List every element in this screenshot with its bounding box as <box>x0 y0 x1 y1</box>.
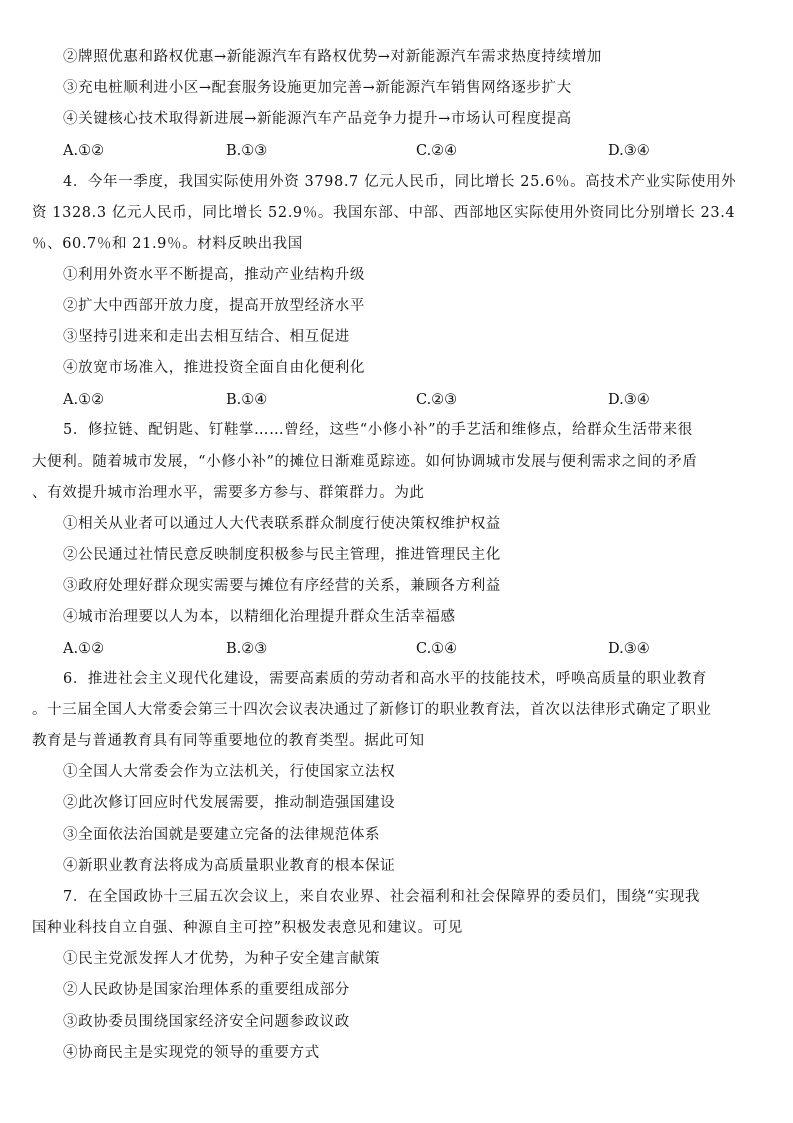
q5-item-4: ④城市治理要以人为本，以精细化治理提升群众生活幸福感 <box>63 609 456 625</box>
q6-stem-line-3: 教育是与普通教育具有同等重要地位的教育类型。据此可知 <box>32 733 425 749</box>
q5-option-a[interactable]: A.①② <box>63 641 105 657</box>
q6-item-3: ③全面依法治国就是要建立完备的法律规范体系 <box>63 827 381 843</box>
q4-item-2: ②扩大中西部开放力度，提高开放型经济水平 <box>63 298 365 314</box>
q4-option-b[interactable]: B.①④ <box>226 392 268 408</box>
q4-item-4: ④放宽市场准入，推进投资全面自由化便利化 <box>63 360 365 376</box>
q3-item-3: ③充电桩顺利进小区→配套服务设施更加完善→新能源汽车销售网络逐步扩大 <box>63 80 572 96</box>
q7-item-1: ①民主党派发挥人才优势，为种子安全建言献策 <box>63 951 381 967</box>
q5-stem-line-3: 、有效提升城市治理水平，需要多方参与、群策群力。为此 <box>32 485 425 501</box>
q5-item-2: ②公民通过社情民意反映制度积极参与民主管理，推进管理民主化 <box>63 547 501 563</box>
q3-option-d[interactable]: D.③④ <box>608 143 650 159</box>
q3-option-a[interactable]: A.①② <box>63 143 105 159</box>
q7-item-4: ④协商民主是实现党的领导的重要方式 <box>63 1045 320 1061</box>
q7-stem-line-2: 国种业科技自立自强、种源自主可控”积极发表意见和建议。可见 <box>32 920 463 936</box>
q4-stem-line-2: 资 1328.3 亿元人民币，同比增长 52.9％。我国东部、中部、西部地区实际使用外资同比分别增长 23.4 <box>32 205 736 221</box>
q4-item-1: ①利用外资水平不断提高，推动产业结构升级 <box>63 267 365 283</box>
q4-option-a[interactable]: A.①② <box>63 392 105 408</box>
q6-item-4: ④新职业教育法将成为高质量职业教育的根本保证 <box>63 858 396 874</box>
q4-stem-line-1: 4．今年一季度，我国实际使用外资 3798.7 亿元人民币，同比增长 25.6％。高技术产业实际使用外 <box>63 174 737 190</box>
q4-option-c[interactable]: C.②③ <box>416 392 458 408</box>
q3-item-2: ②牌照优惠和路权优惠→新能源汽车有路权优势→对新能源汽车需求热度持续增加 <box>63 49 602 65</box>
q5-options <box>63 639 743 659</box>
q5-item-3: ③政府处理好群众现实需要与摊位有序经营的关系，兼顾各方利益 <box>63 578 501 594</box>
q4-item-3: ③坚持引进来和走出去相互结合、相互促进 <box>63 329 350 345</box>
q7-item-2: ②人民政协是国家治理体系的重要组成部分 <box>63 982 350 998</box>
q6-item-1: ①全国人大常委会作为立法机关，行使国家立法权 <box>63 764 396 780</box>
q6-stem-line-1: 6．推进社会主义现代化建设，需要高素质的劳动者和高水平的技能技术，呼唤高质量的职业教育 <box>63 671 708 687</box>
q5-stem-line-2: 大便利。随着城市发展，“小修小补”的摊位日渐难觅踪迹。如何协调城市发展与便利需求之间的矛盾 <box>32 454 698 470</box>
q5-option-c[interactable]: C.①④ <box>416 641 458 657</box>
q4-option-d[interactable]: D.③④ <box>608 392 650 408</box>
q4-options <box>63 390 743 410</box>
q7-stem-line-1: 7．在全国政协十三届五次会议上，来自农业界、社会福利和社会保障界的委员们，围绕“实现我 <box>63 889 700 905</box>
q3-item-4: ④关键核心技术取得新进展→新能源汽车产品竞争力提升→市场认可程度提高 <box>63 111 572 127</box>
q5-item-1: ①相关从业者可以通过人大代表联系群众制度行使决策权维护权益 <box>63 516 501 532</box>
q6-stem-line-2: 。十三届全国人大常委会第三十四次会议表决通过了新修订的职业教育法，首次以法律形式确定了职业 <box>32 702 712 718</box>
q5-stem-line-1: 5．修拉链、配钥匙、钉鞋掌……曾经，这些“小修小补”的手艺活和维修点，给群众生活带来很 <box>63 422 693 438</box>
q3-option-b[interactable]: B.①③ <box>226 143 268 159</box>
q3-options <box>63 141 743 161</box>
q4-stem-line-3: ％、60.7％和 21.9％。材料反映出我国 <box>32 236 303 252</box>
q3-option-c[interactable]: C.②④ <box>416 143 458 159</box>
q5-option-d[interactable]: D.③④ <box>608 641 650 657</box>
q5-option-b[interactable]: B.②③ <box>226 641 268 657</box>
q6-item-2: ②此次修订回应时代发展需要，推动制造强国建设 <box>63 795 396 811</box>
q7-item-3: ③政协委员围绕国家经济安全问题参政议政 <box>63 1014 350 1030</box>
